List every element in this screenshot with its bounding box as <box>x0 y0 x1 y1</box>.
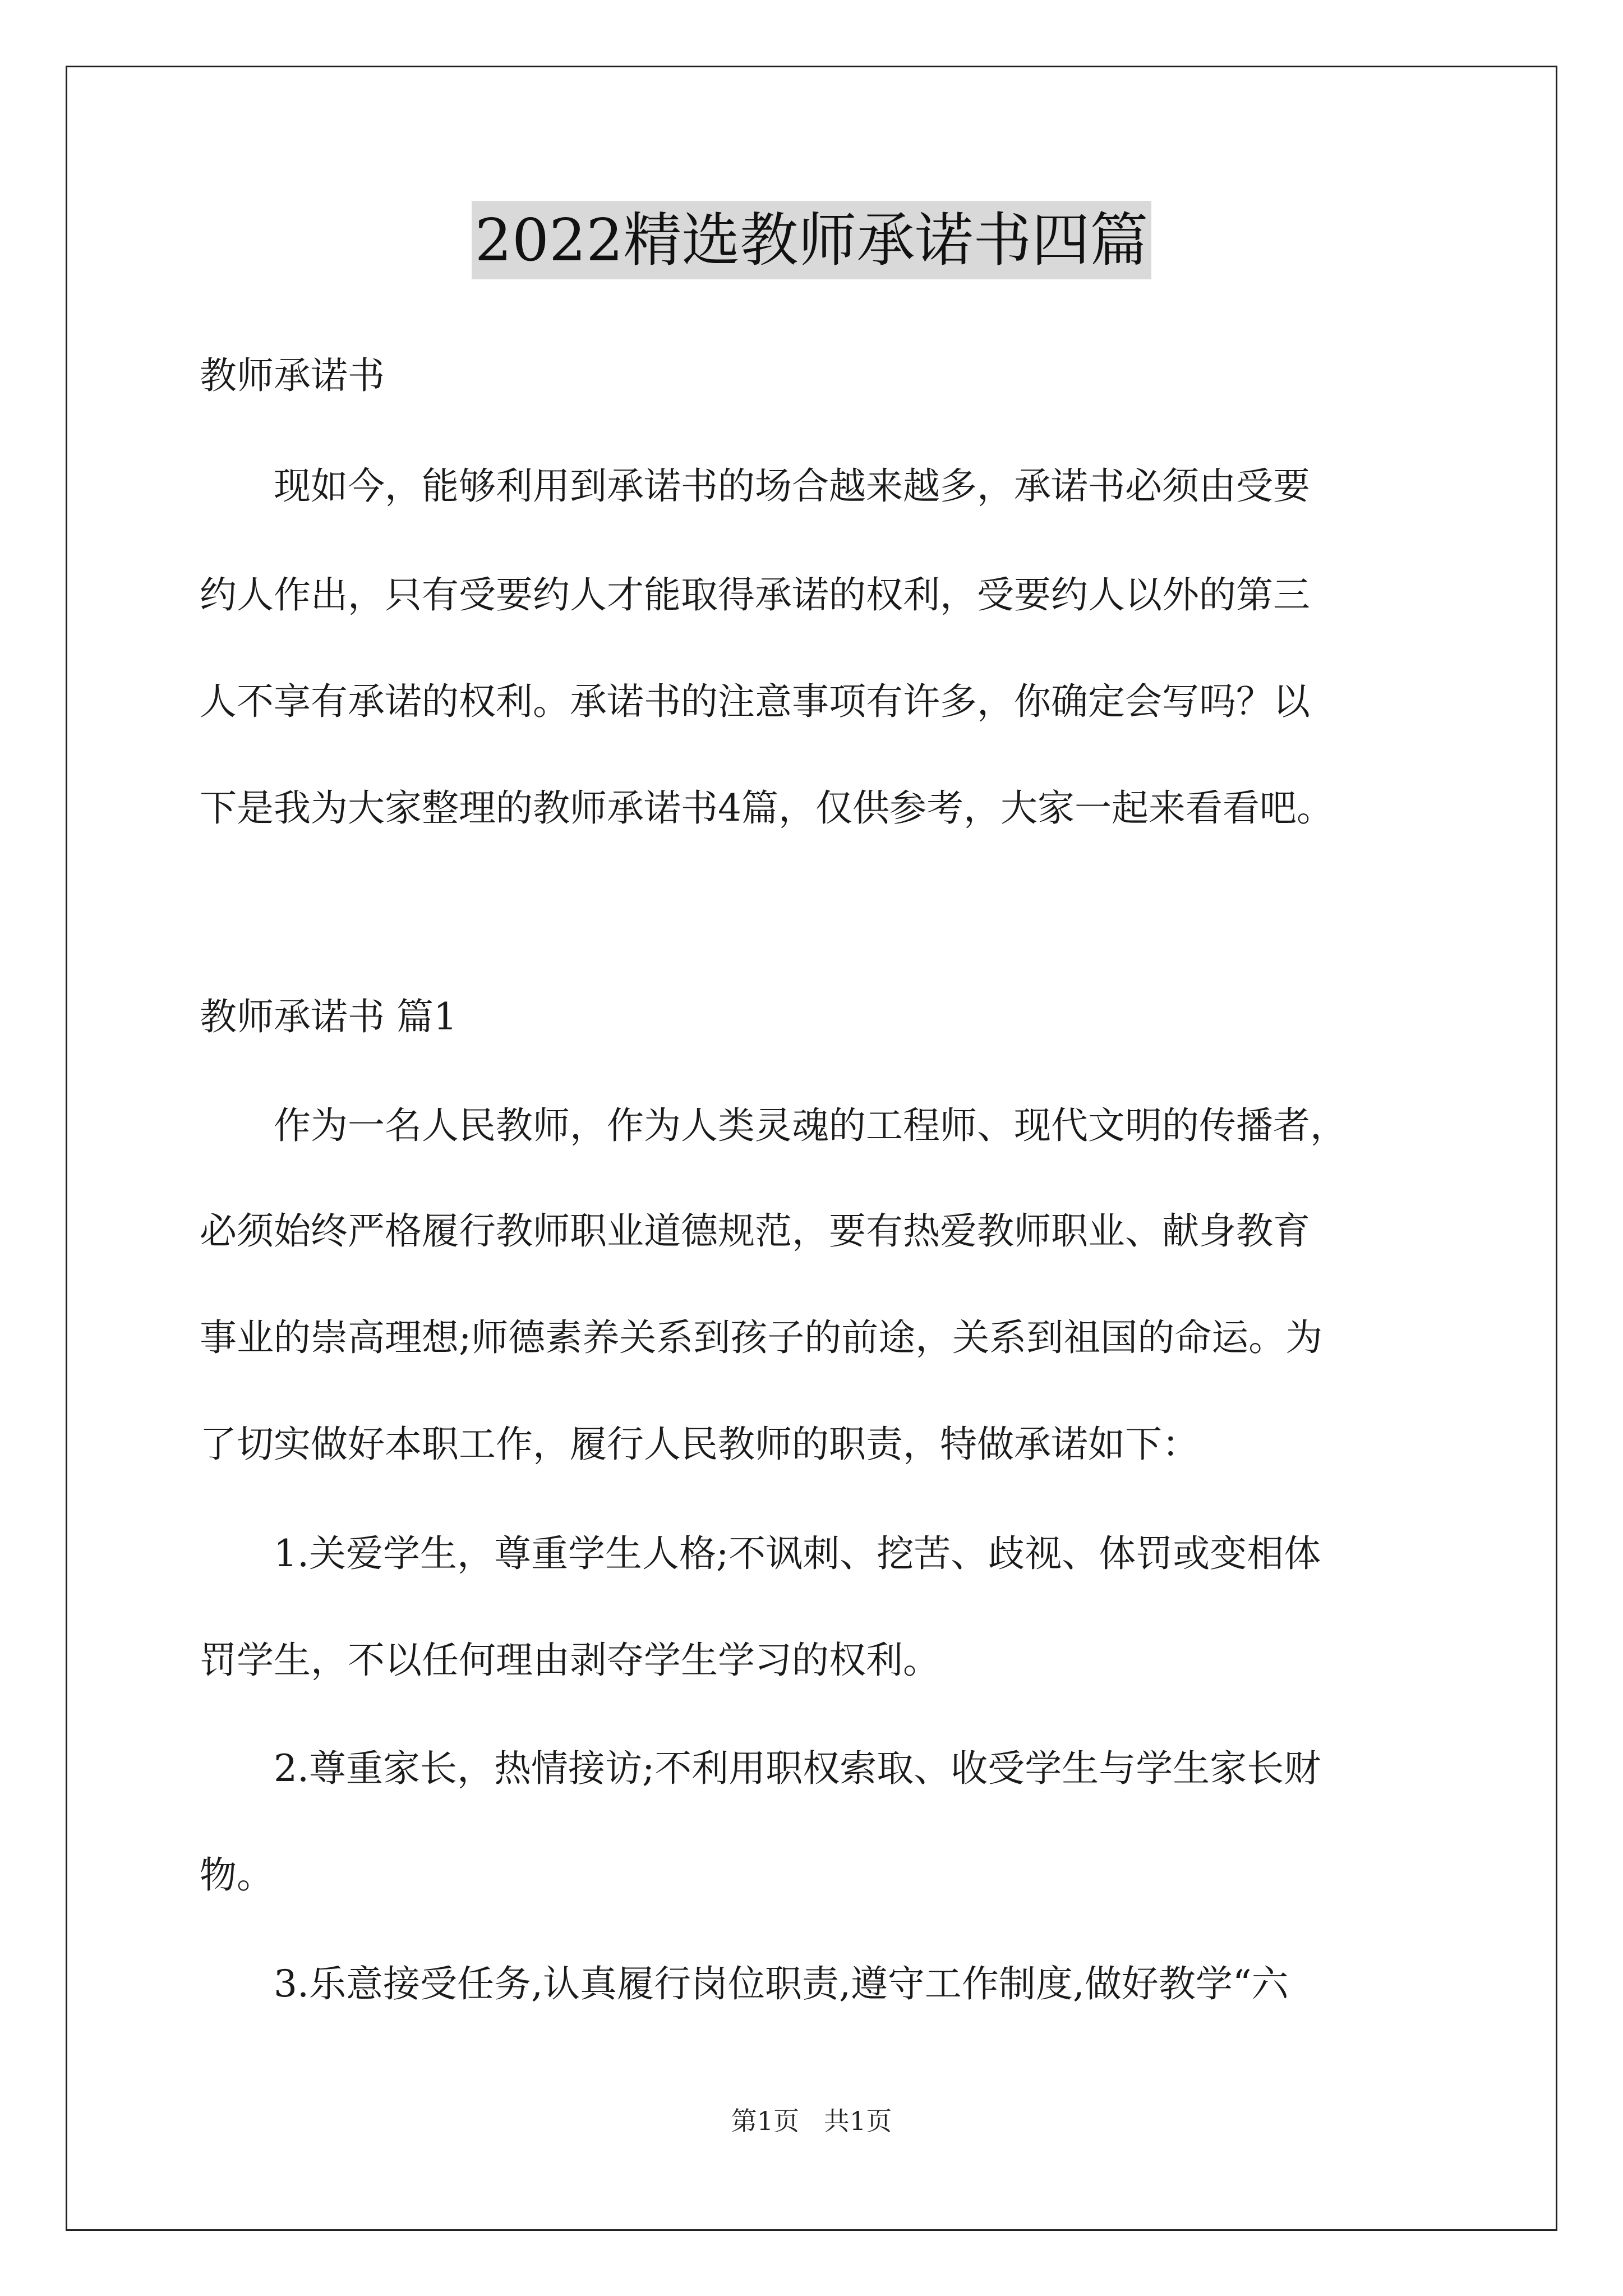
text-line: 作为一名人民教师，作为人类灵魂的工程师、现代文明的传播者， <box>274 1104 1347 1147</box>
document-title: 2022精选教师承诺书四篇 <box>472 201 1152 279</box>
section-heading: 教师承诺书 篇1 <box>200 995 457 1038</box>
page-number: 第1页 共1页 <box>731 2106 892 2136</box>
text-line: 必须始终严格履行教师职业道德规范，要有热爱教师职业、献身教育 <box>200 1209 1310 1253</box>
text-line: 了切实做好本职工作，履行人民教师的职责，特做承诺如下： <box>200 1423 1199 1466</box>
text-line: 下是我为大家整理的教师承诺书4篇，仅供参考，大家一起来看看吧。 <box>200 786 1334 830</box>
list-item: 3.乐意接受任务,认真履行岗位职责,遵守工作制度,做好教学“六 <box>274 1962 1289 2005</box>
text-line: 事业的崇高理想;师德素养关系到孩子的前途，关系到祖国的命运。为 <box>200 1316 1323 1359</box>
page-footer <box>0 2101 1623 2138</box>
text-line: 物。 <box>200 1853 274 1897</box>
text-line: 罚学生，不以任何理由剥夺学生学习的权利。 <box>200 1639 940 1682</box>
text-line: 约人作出，只有受要约人才能取得承诺的权利，受要约人以外的第三 <box>200 573 1310 616</box>
title-container <box>0 201 1623 279</box>
text-line: 人不享有承诺的权利。承诺书的注意事项有许多，你确定会写吗？以 <box>200 680 1310 723</box>
text-line: 现如今，能够利用到承诺书的场合越来越多，承诺书必须由受要 <box>274 464 1310 508</box>
list-item: 1.关爱学生，尊重学生人格;不讽刺、挖苦、歧视、体罚或变相体 <box>274 1532 1321 1575</box>
list-item: 2.尊重家长，热情接访;不利用职权索取、收受学生与学生家长财 <box>274 1747 1321 1790</box>
section-heading: 教师承诺书 <box>200 354 385 397</box>
